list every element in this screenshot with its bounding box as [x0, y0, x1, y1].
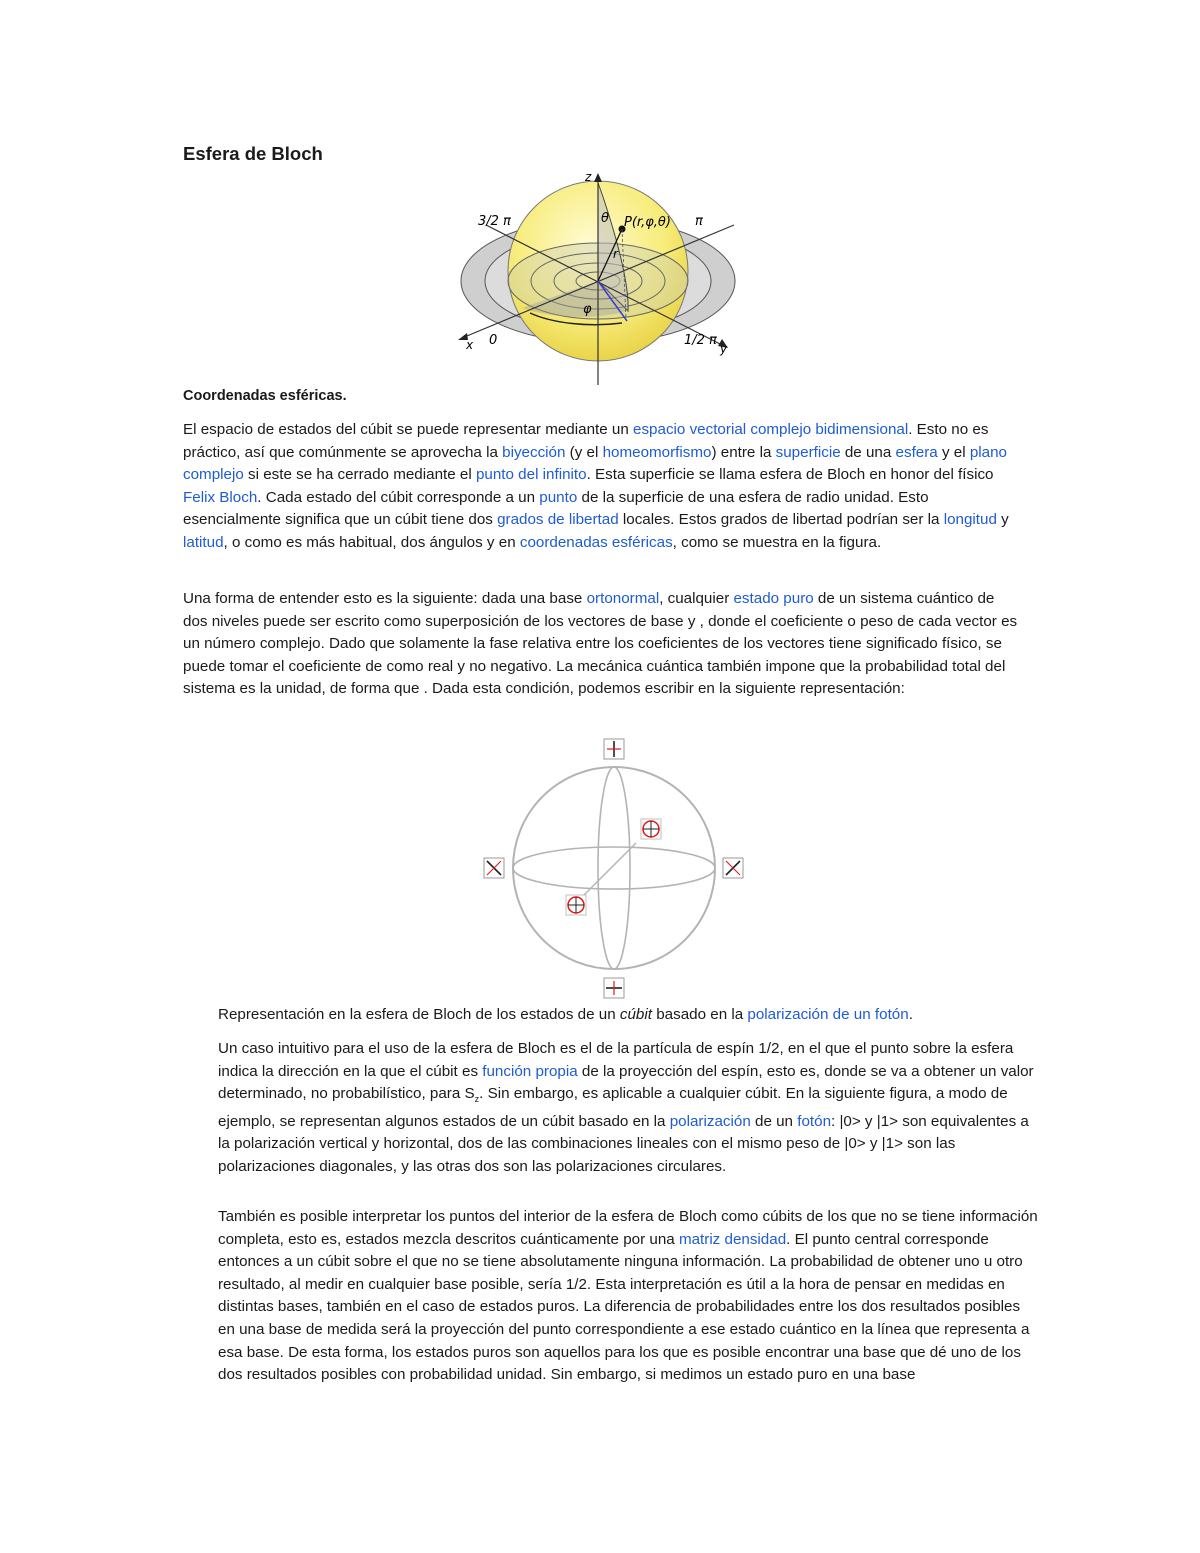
circular-polarization-marker-upper [641, 819, 661, 839]
link-foton[interactable]: fotón [797, 1112, 832, 1130]
link-punto[interactable]: punto [539, 488, 578, 506]
link-espacio-vectorial[interactable]: espacio vectorial complejo bidimensional [633, 421, 909, 438]
label-0: 0 [489, 333, 498, 348]
paragraph-2: Una forma de entender esto es la siguiente: dada una base ortonormal, cualquier estado puro de un sistema cuántico de dos niveles puede ser escrito como superposición de los vectores de base y , donde el coeficiente o peso de cada vector es un número complejo. Dado que solamente la fase relativa entre los coeficientes de los vectores tiene significado físico, se puede tomar el coeficiente de como real y no negativo. La mecánica cuántica también impone que la probabilidad total del sistema es la unidad, de forma que . Dada esta condición, podemos escribir en la siguiente representación: [183, 590, 1018, 698]
meridian [598, 767, 630, 969]
label-pi: π [695, 214, 703, 229]
polarization-sphere-figure [480, 735, 750, 1003]
link-longitud[interactable]: longitud [943, 511, 997, 529]
label-3-2-pi: 3/2 π [478, 214, 511, 229]
link-polarizacion[interactable]: polarización [669, 1112, 751, 1130]
label-phi: φ [583, 302, 592, 317]
page-title: Esfera de Bloch [183, 143, 323, 164]
link-plano-complejo[interactable]: plano complejo [183, 443, 1008, 484]
paragraph-1: El espacio de estados del cúbit se puede representar mediante un espacio vectorial complejo bidimensional. Esto no es práctico, así que comúnmente se aprovecha la biyección (y el homeomorfismo) entre la superficie de una esfera y el plano complejo si este se ha cerrado mediante el punto del infinito. Esta superficie se llama esfera de Bloch en honor del físico Felix Bloch. Cada estado del cúbit corresponde a un punto de la superficie de una esfera de radio unidad. Esto esencialmente significa que un cúbit tiene dos grados de libertad locales. Estos grados de libertad podrían ser la longitud y latitud, o como es más habitual, dos ángulos y en coordenadas esféricas, como se muestra en la figura. [183, 421, 1009, 551]
paragraph-4: También es posible interpretar los puntos del interior de la esfera de Bloch como cúbits de los que no se tiene información completa, esto es, estados mezcla descritos cuánticamente por una matriz densidad. El punto central corresponde entonces a un cúbit sobre el que no se tiene absolutamente ninguna información. La probabilidad de obtener uno u otro resultado, al medir en cualquier base posible, sería 1/2. Esta interpretación es útil a la hora de pensar en medidas en distintas bases, también en el caso de estados puros. La diferencia de probabilidades entre los dos resultados posibles en una base de medida será la proyección del punto correspondiente a ese estado cuántico en la línea que representa a esa base. De esta forma, los estados puros son aquellos para los que es posible encontrar una base que dé uno de los dos resultados posibles con probabilidad unidad. Sin embargo, si medimos un estado puro en una base [218, 1208, 1038, 1384]
circular-polarization-marker-lower [566, 895, 586, 915]
label-r: r [613, 247, 618, 261]
diagonal-polarization-marker-right [723, 858, 743, 878]
horizontal-polarization-marker [604, 978, 624, 998]
link-superficie[interactable]: superficie [775, 443, 841, 461]
label-point: P(r,φ,θ) [624, 215, 671, 230]
link-ortonormal[interactable]: ortonormal [586, 590, 660, 607]
link-grados-libertad[interactable]: grados de libertad [497, 511, 619, 529]
axis-y-label: y [720, 342, 728, 356]
vertical-polarization-marker [604, 739, 624, 759]
link-coordenadas-esfericas[interactable]: coordenadas esféricas [519, 533, 673, 551]
axis-z-label: z [585, 170, 592, 184]
paragraph-3: Un caso intuitivo para el uso de la esfera de Bloch es el de la partícula de espín 1/2, en el que el punto sobre la esfera indica la dirección en la que el cúbit es función propia de la proyección del espín, esto es, donde se va a obtener un valor determinado, no probabilístico, para $S_z$. Sin embargo, es aplicable a cualquier cúbit. En la siguiente figura, a modo de ejemplo, se representan algunos estados de un cúbit basado en la polarización de un fotón: |0> y |1> son equivalentes a la polarización vertical y horizontal, dos de las combinaciones lineales con el mismo peso de |0> y |1> son las polarizaciones diagonales, y las otras dos son las polarizaciones circulares. [218, 1040, 1034, 1175]
link-polarizacion-foton[interactable]: polarización de un fotón [747, 1006, 909, 1023]
equator [513, 847, 715, 889]
bloch-sphere-figure [452, 163, 752, 385]
diagonal-axis [577, 843, 636, 902]
label-theta: θ [601, 211, 609, 226]
link-estado-puro[interactable]: estado puro [733, 590, 814, 607]
subheading: Coordenadas esféricas. [183, 388, 347, 404]
link-felix-bloch[interactable]: Felix Bloch [183, 488, 258, 506]
link-biyeccion[interactable]: biyección [502, 443, 566, 461]
link-esfera[interactable]: esfera [895, 443, 938, 461]
axis-x-label: x [466, 338, 474, 352]
link-matriz-densidad[interactable]: matriz densidad [678, 1230, 787, 1248]
link-punto-infinito[interactable]: punto del infinito [475, 466, 587, 484]
diagonal-polarization-marker-left [484, 858, 504, 878]
link-latitud[interactable]: latitud [183, 533, 224, 551]
figure-caption: Representación en la esfera de Bloch de los estados de un cúbit basado en la polarización de un fotón. [218, 1006, 913, 1023]
outer-sphere [513, 767, 715, 969]
link-funcion-propia[interactable]: función propia [482, 1062, 578, 1080]
link-homeomorfismo[interactable]: homeomorfismo [602, 443, 712, 461]
label-1-2-pi: 1/2 π [684, 333, 717, 348]
